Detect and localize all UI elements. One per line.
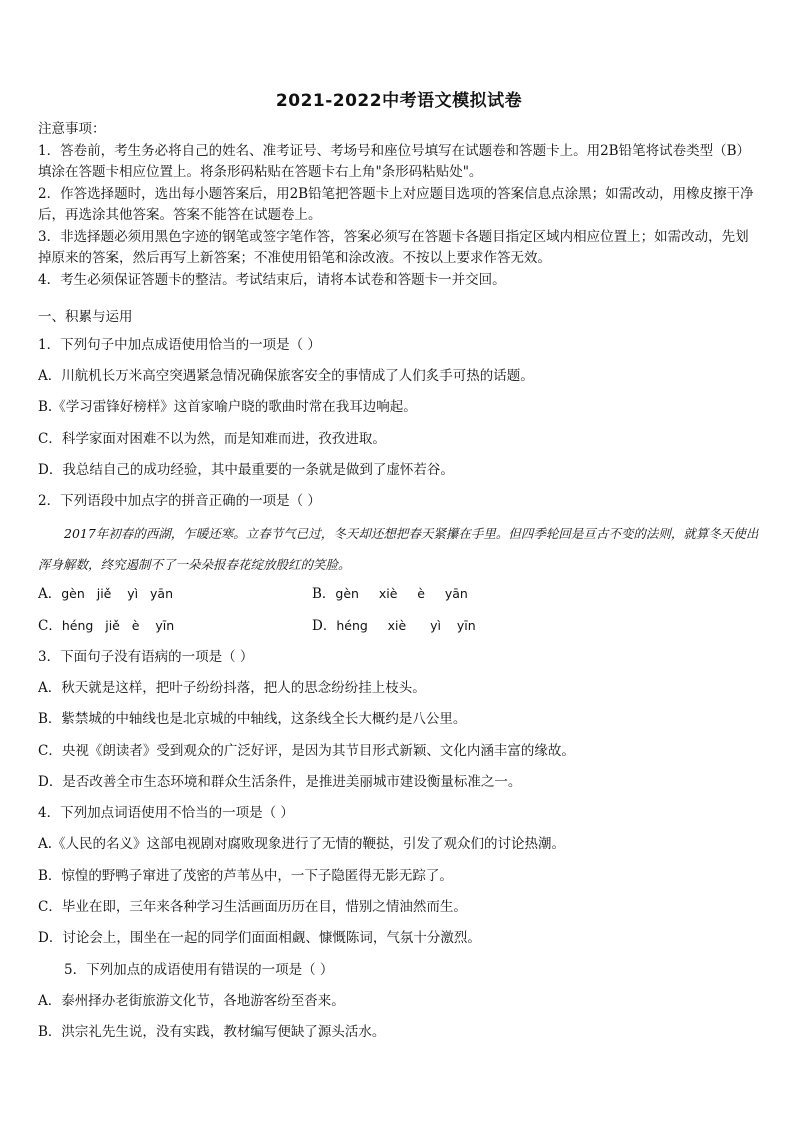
option-label: D． [312,618,337,634]
question-2-option-b [312,582,468,602]
page-title: 2021-2022中考语文模拟试卷 [275,91,523,111]
notice-heading: 注意事项： [38,121,106,137]
question-2-option-c [38,614,174,634]
question-3-option-a: A．秋天就是这样，把叶子纷纷抖落，把人的思念纷纷挂上枝头。 [38,680,426,696]
question-2-option-a [38,582,173,602]
question-1-option-d: D．我总结自己的成功经验，其中最重要的一条就是做到了虚怀若谷。 [38,462,454,478]
question-1-stem: 1．下列句子中加点成语使用恰当的一项是（ ） [38,337,321,353]
question-3-option-d: D．是否改善全市生态环境和群众生活条件，是推进美丽城市建设衡量标准之一。 [38,774,522,790]
question-3-option-c: C．央视《朗读者》受到观众的广泛好评，是因为其节目形式新颖、文化内涵丰富的缘故。 [38,743,575,759]
question-4-option-c: C．毕业在即，三年来各种学习生活画面历历在目，惜别之情油然而生。 [38,899,467,915]
question-5-stem: 5．下列加点的成语使用有错误的一项是（ ） [64,962,334,978]
question-1-option-c: C．科学家面对困难不以为然，而是知难而进，孜孜进取。 [38,431,386,447]
option-label: C． [38,618,62,634]
question-1-option-b: B.《学习雷锋好榜样》这首家喻户晓的歌曲时常在我耳边响起。 [38,399,417,415]
question-4-option-a: A.《人民的名义》这部电视剧对腐败现象进行了无情的鞭挞，引发了观众们的讨论热潮。 [38,836,566,852]
notice-item: 1．答卷前，考生务必将自己的姓名、准考证号、考场号和座位号填写在试题卷和答题卡上。用2B铅笔将试卷类型（B）填涂在答题卡相应位置上。将条形码粘贴在答题卡右上角"条形码粘贴处"。 [38,142,751,180]
question-4-option-b: B．惊惶的野鸭子窜进了茂密的芦苇丛中，一下子隐匿得无影无踪了。 [38,868,453,884]
notice-item: 4．考生必须保证答题卡的整洁。考试结束后，请将本试卷和答题卡一并交回。 [38,271,506,288]
notice-item: 2．作答选择题时，选出每小题答案后，用2B铅笔把答题卡上对应题目选项的答案信息点涂黑；如需改动，用橡皮擦干净后，再选涂其他答案。答案不能答在试题卷上。 [38,185,754,223]
option-label: A． [38,586,62,602]
question-1-option-a: A．川航机长万米高空突遇紧急情况确保旅客安全的事情成了人们炙手可热的话题。 [38,368,534,384]
option-text: héng xiè yì yīn [336,618,476,633]
question-2-passage: 2017年初春的西湖，乍暖还寒。立春节气已过，冬天却还想把春天紧攥在手里。但四季轮回是亘古不变的法则，就算冬天使出浑身解数，终究遏制不了一朵朵报春花绽放殷红的笑脸。 [38,526,759,572]
option-label: B． [312,586,336,602]
notice-block [38,119,760,291]
question-2-stem: 2．下列语段中加点字的拼音正确的一项是（ ） [38,493,321,509]
question-4-stem: 4．下列加点词语使用不恰当的一项是（ ） [38,805,294,821]
notice-item: 3．非选择题必须用黑色字迹的钢笔或签字笔作答，答案必须写在答题卡各题目指定区域内相应位置上；如需改动，先划掉原来的答案，然后再写上新答案；不准使用铅笔和涂改液。不按以上要求作答无效。 [38,228,749,266]
option-text: gèn jiě yì yān [61,586,174,601]
question-4-option-d: D．讨论会上，围坐在一起的同学们面面相觑、慷慨陈词，气氛十分激烈。 [38,930,481,946]
question-5-option-a: A．泰州择办老街旅游文化节，各地游客纷至沓来。 [38,993,345,1009]
question-3-option-b: B．紫禁城的中轴线也是北京城的中轴线，这条线全长大概约是八公里。 [38,711,467,727]
option-text: gèn xiè è yān [335,586,468,601]
question-5-option-b: B．洪宗礼先生说，没有实践，教材编写便缺了源头活水。 [38,1024,386,1040]
option-text: héng jiě è yīn [61,618,175,633]
question-2-option-d [312,614,476,634]
section-heading: 一、积累与运用 [38,309,133,325]
question-3-stem: 3．下面句子没有语病的一项是（ ） [38,649,254,665]
